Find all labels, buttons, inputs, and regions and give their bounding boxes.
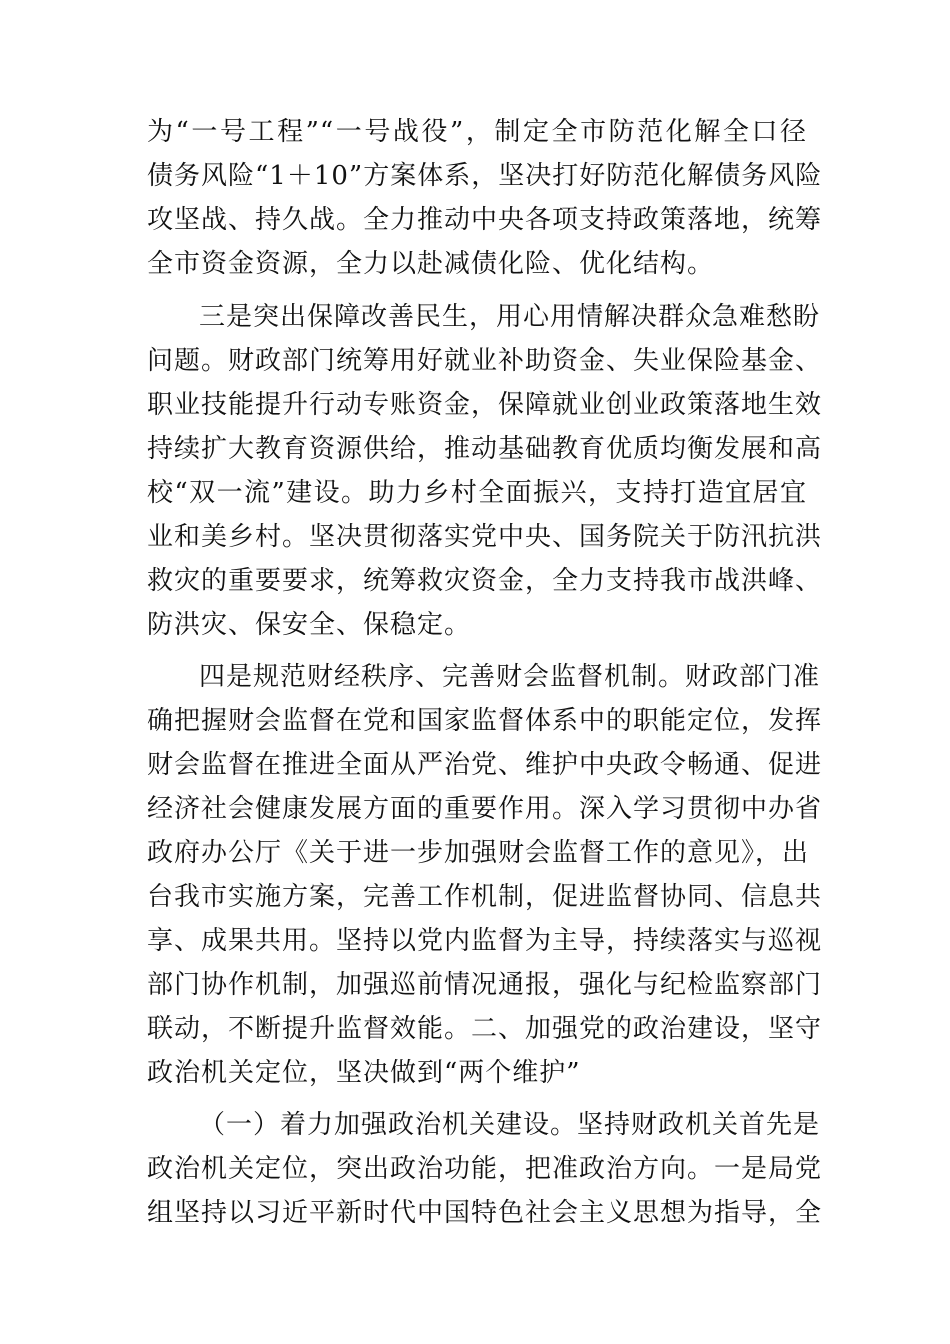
text-line: 组坚持以习近平新时代中国特色社会主义思想为指导，全 — [147, 1198, 823, 1228]
text-line: 救灾的重要要求，统筹救灾资金，全力支持我市战洪峰、 — [147, 566, 823, 596]
text-line: 四是规范财经秩序、完善财会监督机制。财政部门准 — [199, 662, 821, 692]
paragraph-2 — [147, 295, 823, 647]
text-line: 部门协作机制，加强巡前情况通报，强化与纪检监察部门 — [147, 970, 823, 1000]
text-line: 问题。财政部门统筹用好就业补助资金、失业保险基金、 — [147, 346, 823, 376]
text-line: （一）着力加强政治机关建设。坚持财政机关首先是 — [199, 1110, 821, 1140]
text-line: 三是突出保障改善民生，用心用情解决群众急难愁盼 — [199, 302, 821, 332]
paragraph-3 — [147, 655, 823, 1095]
text-line: 台我市实施方案，完善工作机制，促进监督协同、信息共 — [147, 882, 823, 912]
text-line: 政府办公厅《关于进一步加强财会监督工作的意见》，出 — [147, 838, 810, 868]
text-line: 业和美乡村。坚决贯彻落实党中央、国务院关于防汛抗洪 — [147, 522, 823, 552]
text-line: 职业技能提升行动专账资金，保障就业创业政策落地生效 — [147, 390, 823, 420]
text-line: 攻坚战、持久战。全力推动中央各项支持政策落地，统筹 — [147, 205, 823, 235]
text-line: 为“一号工程”“一号战役”，制定全市防范化解全口径 — [147, 117, 807, 147]
text-line: 联动，不断提升监督效能。二、加强党的政治建设，坚守 — [147, 1014, 823, 1044]
text-line: 确把握财会监督在党和国家监督体系中的职能定位，发挥 — [147, 706, 823, 736]
text-line: 政治机关定位，突出政治功能，把准政治方向。一是局党 — [147, 1154, 823, 1184]
text-line: 校“双一流”建设。助力乡村全面振兴，支持打造宜居宜 — [147, 478, 807, 508]
text-line: 政治机关定位，坚决做到“两个维护” — [147, 1058, 581, 1088]
text-line: 财会监督在推进全面从严治党、维护中央政令畅通、促进 — [147, 750, 823, 780]
text-line: 债务风险“1＋10”方案体系，坚决打好防范化解债务风险 — [147, 161, 823, 191]
text-line: 持续扩大教育资源供给，推动基础教育优质均衡发展和高 — [147, 434, 823, 464]
text-line: 防洪灾、保安全、保稳定。 — [147, 610, 472, 640]
text-line: 全市资金资源，全力以赴减债化险、优化结构。 — [147, 249, 715, 279]
text-line: 享、成果共用。坚持以党内监督为主导，持续落实与巡视 — [147, 926, 823, 956]
paragraph-4 — [147, 1103, 823, 1235]
text-line: 经济社会健康发展方面的重要作用。深入学习贯彻中办省 — [147, 794, 823, 824]
paragraph-1 — [147, 110, 823, 286]
